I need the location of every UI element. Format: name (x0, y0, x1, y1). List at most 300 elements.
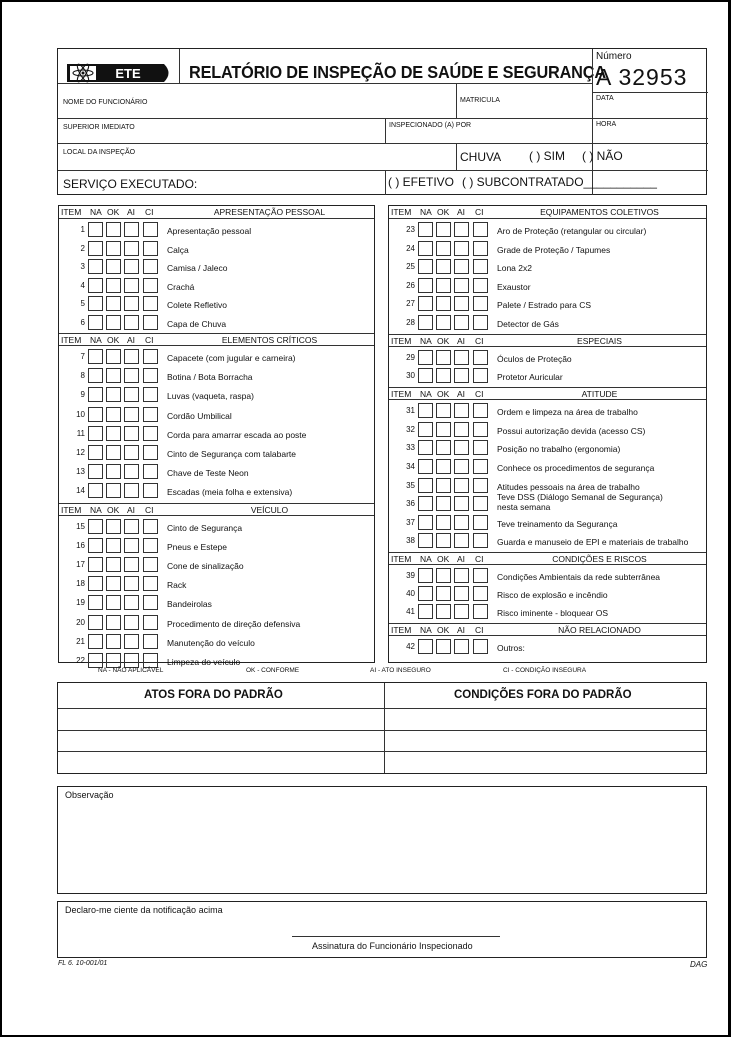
item-label-text: Camisa / Jaleco (167, 263, 228, 273)
item-label-text: Protetor Auricular (497, 372, 563, 383)
standards-table (57, 682, 707, 774)
service-executed-field[interactable] (193, 175, 378, 191)
column-header-ai: AI (457, 389, 466, 400)
checkbox-na[interactable] (418, 259, 433, 274)
checkbox-ai[interactable] (454, 478, 469, 493)
checkbox-ok[interactable] (436, 368, 451, 383)
checkbox-ci[interactable] (473, 440, 488, 455)
supervisor-field[interactable] (61, 132, 381, 142)
item-label (497, 537, 688, 547)
column-header-item: ITEM (391, 389, 412, 400)
form-code: FL 6. 10-001/01 (58, 960, 108, 967)
checkbox-na[interactable] (418, 278, 433, 293)
item-number: 26 (406, 280, 415, 290)
date-field[interactable] (594, 104, 704, 116)
registration-field[interactable] (458, 105, 590, 117)
item-label-text: Bandeirolas (167, 599, 212, 610)
checkbox-na[interactable] (88, 653, 103, 668)
column-header-ci: CI (475, 554, 484, 564)
checkbox-na[interactable] (88, 278, 103, 293)
checkbox-ok[interactable] (106, 426, 121, 441)
item-label (497, 226, 646, 236)
column-header-ok: OK (437, 554, 450, 564)
checkbox-ci[interactable] (473, 515, 488, 530)
item-label-text: Chave de Teste Neon (167, 468, 249, 479)
item-number: 33 (406, 443, 415, 453)
checkbox-ai[interactable] (124, 222, 139, 237)
item-number: 13 (76, 467, 85, 477)
checkbox-ci[interactable] (473, 368, 488, 383)
checkbox-ai[interactable] (124, 483, 139, 498)
item-number: 40 (406, 589, 415, 599)
column-header-item: ITEM (391, 207, 412, 217)
checkbox-ok[interactable] (106, 315, 121, 330)
checkbox-ok[interactable] (436, 639, 451, 654)
checkbox-ci[interactable] (473, 586, 488, 601)
checkbox-ci[interactable] (143, 315, 158, 330)
item-label-text: Ordem e limpeza na área de trabalho (497, 407, 638, 418)
checkbox-ok[interactable] (106, 296, 121, 311)
checkbox-ok[interactable] (436, 533, 451, 548)
checkbox-ci[interactable] (143, 222, 158, 237)
checkbox-ok[interactable] (106, 576, 121, 591)
checkbox-ai[interactable] (124, 407, 139, 422)
column-header-ci: CI (145, 504, 154, 515)
checkbox-ok[interactable] (436, 604, 451, 619)
subcontratado-option[interactable]: ( ) SUBCONTRATADO___________ (462, 175, 657, 189)
checkbox-ok[interactable] (106, 519, 121, 534)
checkbox-ci[interactable] (473, 403, 488, 418)
atos-row-2[interactable] (60, 732, 382, 750)
checkbox-na[interactable] (418, 533, 433, 548)
column-header-ci: CI (475, 335, 484, 346)
checklist-item (389, 422, 706, 440)
checkbox-ok[interactable] (106, 538, 121, 553)
checkbox-ok[interactable] (106, 595, 121, 610)
checkbox-ci[interactable] (143, 296, 158, 311)
item-label-text: Cinto de Segurança (167, 522, 243, 533)
section-title: NÃO RELACIONADO (558, 624, 641, 635)
checkbox-na[interactable] (88, 387, 103, 402)
divider (58, 170, 708, 171)
checkbox-ok[interactable] (436, 259, 451, 274)
logo-text: ETE (115, 66, 141, 81)
item-number: 7 (80, 352, 85, 361)
item-label-text: Capa de Chuva (167, 318, 227, 329)
column-header-ci: CI (475, 389, 484, 400)
inspection-location-field[interactable] (61, 157, 451, 169)
item-label-text: Teve DSS (Diálogo Semanal de Segurança) (497, 492, 663, 503)
declaration-text: Declaro-me ciente da notificação acima (65, 905, 223, 915)
checkbox-ai[interactable] (454, 259, 469, 274)
checkbox-ai[interactable] (124, 576, 139, 591)
checkbox-ai[interactable] (124, 315, 139, 330)
checkbox-ci[interactable] (473, 296, 488, 311)
checklist-item (59, 595, 374, 613)
checkbox-na[interactable] (88, 349, 103, 364)
item-label-text: Risco iminente - bloquear OS (497, 608, 609, 619)
checklist-item (59, 259, 374, 277)
checkbox-na[interactable] (418, 315, 433, 330)
checkbox-ci[interactable] (143, 653, 158, 668)
checkbox-na[interactable] (88, 445, 103, 460)
checkbox-ai[interactable] (124, 278, 139, 293)
checkbox-ci[interactable] (473, 459, 488, 474)
checkbox-ci[interactable] (143, 483, 158, 498)
checkbox-na[interactable] (88, 595, 103, 610)
inspected-by-label: INSPECIONADO (A) POR (389, 122, 472, 129)
checkbox-ci[interactable] (143, 241, 158, 256)
checkbox-na[interactable] (88, 576, 103, 591)
checkbox-ci[interactable] (143, 387, 158, 402)
legend-ci: CI - CONDIÇÃO INSEGURA (503, 667, 587, 674)
checkbox-na[interactable] (418, 422, 433, 437)
item-label (497, 444, 620, 454)
checkbox-ai[interactable] (454, 459, 469, 474)
checkbox-ai[interactable] (124, 259, 139, 274)
checkbox-ok[interactable] (106, 349, 121, 364)
checkbox-ci[interactable] (143, 368, 158, 383)
column-header-ai: AI (457, 554, 466, 564)
checkbox-ai[interactable] (124, 296, 139, 311)
checkbox-ai[interactable] (124, 445, 139, 460)
column-header-item: ITEM (391, 554, 412, 564)
checkbox-na[interactable] (418, 639, 433, 654)
checkbox-ai[interactable] (454, 586, 469, 601)
checkbox-ok[interactable] (436, 459, 451, 474)
checkbox-ai[interactable] (454, 296, 469, 311)
checkbox-ci[interactable] (143, 595, 158, 610)
checklist-item (59, 538, 374, 556)
checkbox-ci[interactable] (473, 422, 488, 437)
condicoes-header: CONDIÇÕES FORA DO PADRÃO (454, 689, 632, 701)
item-number: 36 (406, 499, 415, 509)
checkbox-ci[interactable] (143, 445, 158, 460)
checkbox-ci[interactable] (473, 315, 488, 330)
checkbox-ai[interactable] (124, 557, 139, 572)
item-label-text: Calça (167, 244, 189, 255)
checkbox-ok[interactable] (106, 407, 121, 422)
checklist-item (389, 222, 706, 240)
rain-no-option[interactable]: ( ) NÃO (582, 149, 623, 163)
divider (58, 751, 706, 752)
checklist-item (59, 387, 374, 405)
checkbox-ci[interactable] (143, 426, 158, 441)
checkbox-ai[interactable] (124, 653, 139, 668)
condicoes-row-3[interactable] (387, 753, 705, 771)
checkbox-ai[interactable] (124, 634, 139, 649)
item-label (167, 599, 212, 609)
divider (592, 49, 593, 195)
checkbox-na[interactable] (418, 241, 433, 256)
checkbox-ai[interactable] (454, 278, 469, 293)
checkbox-ok[interactable] (436, 403, 451, 418)
checkbox-na[interactable] (418, 604, 433, 619)
checkbox-na[interactable] (88, 296, 103, 311)
checkbox-ok[interactable] (436, 478, 451, 493)
checkbox-na[interactable] (88, 538, 103, 553)
checkbox-na[interactable] (418, 403, 433, 418)
checkbox-ai[interactable] (454, 422, 469, 437)
checkbox-ok[interactable] (436, 222, 451, 237)
checkbox-na[interactable] (88, 464, 103, 479)
condicoes-row-1[interactable] (387, 710, 705, 729)
column-header-ai: AI (127, 504, 136, 515)
checkbox-na[interactable] (418, 296, 433, 311)
item-label (167, 372, 253, 382)
checkbox-ok[interactable] (106, 241, 121, 256)
checkbox-ok[interactable] (106, 483, 121, 498)
section-title: APRESENTAÇÃO PESSOAL (213, 207, 326, 217)
checkbox-ci[interactable] (143, 464, 158, 479)
divider (385, 170, 386, 195)
item-label-text: Óculos de Proteção (497, 353, 572, 364)
checkbox-ok[interactable] (106, 653, 121, 668)
item-label (167, 449, 296, 459)
form-header (57, 48, 707, 195)
checkbox-ai[interactable] (454, 368, 469, 383)
checklist-item (59, 407, 374, 425)
item-label (167, 619, 300, 629)
item-label-text-2: nesta semana (497, 501, 551, 512)
item-label-text: Guarda e manuseio de EPI e materiais de trabalho (497, 537, 689, 548)
number-label: Número (596, 51, 632, 62)
checkbox-ok[interactable] (436, 568, 451, 583)
column-header-ai: AI (457, 335, 466, 346)
item-number: 37 (406, 517, 415, 527)
column-header-ok: OK (107, 335, 120, 345)
item-number: 8 (80, 371, 85, 381)
checkbox-ai[interactable] (454, 604, 469, 619)
checkbox-na[interactable] (418, 496, 433, 511)
item-label-text: Corda para amarrar escada ao poste (167, 429, 307, 440)
checkbox-ok[interactable] (436, 422, 451, 437)
checklist-item (389, 241, 706, 259)
checklist-item (59, 426, 374, 444)
checkbox-ok[interactable] (436, 278, 451, 293)
checkbox-ok[interactable] (106, 615, 121, 630)
checkbox-ci[interactable] (143, 407, 158, 422)
checkbox-ci[interactable] (473, 478, 488, 493)
checkbox-ai[interactable] (454, 639, 469, 654)
column-header-item: ITEM (61, 335, 82, 345)
checkbox-ci[interactable] (473, 533, 488, 548)
item-label (167, 638, 255, 648)
item-label-text: Apresentação pessoal (167, 226, 252, 236)
section-header (59, 333, 374, 346)
item-label (497, 643, 525, 653)
time-field[interactable] (594, 129, 704, 141)
checkbox-ci[interactable] (143, 519, 158, 534)
checkbox-ai[interactable] (124, 538, 139, 553)
checklist-item (59, 445, 374, 463)
checkbox-ai[interactable] (124, 464, 139, 479)
item-label (497, 300, 591, 310)
inspected-by-field[interactable] (388, 130, 588, 140)
item-label-text: Teve treinamento da Segurança (497, 518, 618, 529)
checklist-item (389, 403, 706, 421)
checkbox-ok[interactable] (436, 241, 451, 256)
checkbox-ci[interactable] (473, 350, 488, 365)
rain-yes-option[interactable]: ( ) SIM (529, 149, 565, 163)
section-title: VEÍCULO (250, 504, 289, 515)
checkbox-ai[interactable] (454, 568, 469, 583)
checkbox-ci[interactable] (143, 557, 158, 572)
checkbox-na[interactable] (88, 426, 103, 441)
checkbox-na[interactable] (88, 241, 103, 256)
item-number: 25 (406, 262, 415, 272)
form-number: A 32953 (596, 64, 688, 90)
checkbox-na[interactable] (88, 634, 103, 649)
checkbox-ci[interactable] (143, 576, 158, 591)
checkbox-ok[interactable] (436, 515, 451, 530)
divider (456, 83, 457, 118)
checkbox-ci[interactable] (473, 496, 488, 511)
observation-box[interactable] (57, 786, 707, 894)
registration-label: MATRICULA (460, 97, 500, 104)
item-number: 28 (406, 318, 415, 327)
checkbox-ok[interactable] (106, 368, 121, 383)
checkbox-na[interactable] (88, 222, 103, 237)
checkbox-ok[interactable] (436, 315, 451, 330)
item-label (497, 282, 531, 292)
checkbox-ai[interactable] (124, 387, 139, 402)
atos-row-3[interactable] (60, 753, 382, 771)
checklist-item (59, 278, 374, 296)
divider (456, 143, 457, 170)
checkbox-na[interactable] (418, 350, 433, 365)
checkbox-ok[interactable] (436, 496, 451, 511)
checkbox-ai[interactable] (454, 241, 469, 256)
item-number: 22 (76, 656, 85, 665)
checkbox-ci[interactable] (473, 222, 488, 237)
checkbox-na[interactable] (88, 519, 103, 534)
item-label (497, 407, 638, 417)
column-header-ok: OK (437, 389, 450, 400)
checkbox-ai[interactable] (454, 403, 469, 418)
checkbox-na[interactable] (418, 368, 433, 383)
column-header-na: NA (90, 335, 102, 345)
efetivo-option[interactable]: ( ) EFETIVO (388, 175, 454, 189)
checkbox-ai[interactable] (454, 533, 469, 548)
checkbox-ok[interactable] (436, 350, 451, 365)
checkbox-na[interactable] (88, 259, 103, 274)
item-number: 32 (406, 424, 415, 434)
checkbox-na[interactable] (88, 483, 103, 498)
checkbox-ok[interactable] (436, 586, 451, 601)
column-header-ci: CI (475, 207, 484, 217)
checkbox-ok[interactable] (106, 464, 121, 479)
divider (58, 708, 706, 709)
checkbox-ok[interactable] (106, 634, 121, 649)
checkbox-ci[interactable] (473, 639, 488, 654)
item-number: 20 (76, 617, 85, 627)
checklist-item (389, 278, 706, 296)
checkbox-ok[interactable] (106, 445, 121, 460)
checklist-item (59, 296, 374, 314)
item-label-text: Pneus e Estepe (167, 541, 228, 552)
signature-line[interactable] (292, 936, 500, 937)
checkbox-ai[interactable] (124, 615, 139, 630)
supervisor-label: SUPERIOR IMEDIATO (63, 124, 135, 131)
checkbox-na[interactable] (418, 568, 433, 583)
checkbox-ok[interactable] (106, 557, 121, 572)
checkbox-ai[interactable] (454, 315, 469, 330)
checkbox-ok[interactable] (436, 440, 451, 455)
checkbox-ai[interactable] (124, 595, 139, 610)
checkbox-ci[interactable] (143, 349, 158, 364)
checkbox-ai[interactable] (124, 349, 139, 364)
checkbox-ai[interactable] (454, 222, 469, 237)
checkbox-ci[interactable] (473, 241, 488, 256)
checkbox-ai[interactable] (124, 426, 139, 441)
checkbox-na[interactable] (418, 515, 433, 530)
divider (58, 83, 592, 84)
checkbox-na[interactable] (418, 222, 433, 237)
checkbox-ai[interactable] (454, 515, 469, 530)
item-label-text: Rack (167, 580, 187, 591)
checkbox-na[interactable] (88, 557, 103, 572)
checkbox-ci[interactable] (143, 278, 158, 293)
checkbox-ai[interactable] (124, 241, 139, 256)
item-label (167, 263, 227, 273)
checkbox-na[interactable] (88, 615, 103, 630)
divider (592, 92, 708, 93)
checkbox-ok[interactable] (436, 296, 451, 311)
item-label-text: Detector de Gás (497, 319, 559, 329)
checkbox-ci[interactable] (473, 568, 488, 583)
item-label (167, 319, 226, 329)
checkbox-na[interactable] (418, 586, 433, 601)
item-label (497, 519, 618, 529)
section-header (389, 206, 706, 219)
checkbox-na[interactable] (418, 440, 433, 455)
checkbox-na[interactable] (88, 368, 103, 383)
checkbox-ci[interactable] (473, 259, 488, 274)
checkbox-na[interactable] (88, 407, 103, 422)
checkbox-ai[interactable] (124, 519, 139, 534)
checkbox-na[interactable] (88, 315, 103, 330)
checkbox-ai[interactable] (454, 496, 469, 511)
checkbox-ai[interactable] (124, 368, 139, 383)
atos-row-1[interactable] (60, 710, 382, 729)
checkbox-ok[interactable] (106, 387, 121, 402)
checkbox-ok[interactable] (106, 222, 121, 237)
checkbox-ok[interactable] (106, 278, 121, 293)
checkbox-ci[interactable] (473, 604, 488, 619)
legend-ok: OK - CONFORME (246, 667, 300, 674)
checkbox-ai[interactable] (454, 440, 469, 455)
checkbox-ci[interactable] (473, 278, 488, 293)
checkbox-ok[interactable] (106, 259, 121, 274)
checklist-item (59, 483, 374, 501)
item-number: 10 (76, 409, 85, 419)
checkbox-ci[interactable] (143, 538, 158, 553)
section-title: ESPECIAIS (577, 335, 622, 346)
checkbox-ci[interactable] (143, 259, 158, 274)
item-number: 23 (406, 225, 415, 234)
section-header (389, 552, 706, 565)
checkbox-ai[interactable] (454, 350, 469, 365)
checkbox-na[interactable] (418, 459, 433, 474)
checklist-item (59, 576, 374, 594)
column-header-ci: CI (145, 207, 154, 217)
checkbox-ci[interactable] (143, 634, 158, 649)
condicoes-row-2[interactable] (387, 732, 705, 750)
checklist-item (389, 368, 706, 386)
checkbox-ci[interactable] (143, 615, 158, 630)
checkbox-na[interactable] (418, 478, 433, 493)
